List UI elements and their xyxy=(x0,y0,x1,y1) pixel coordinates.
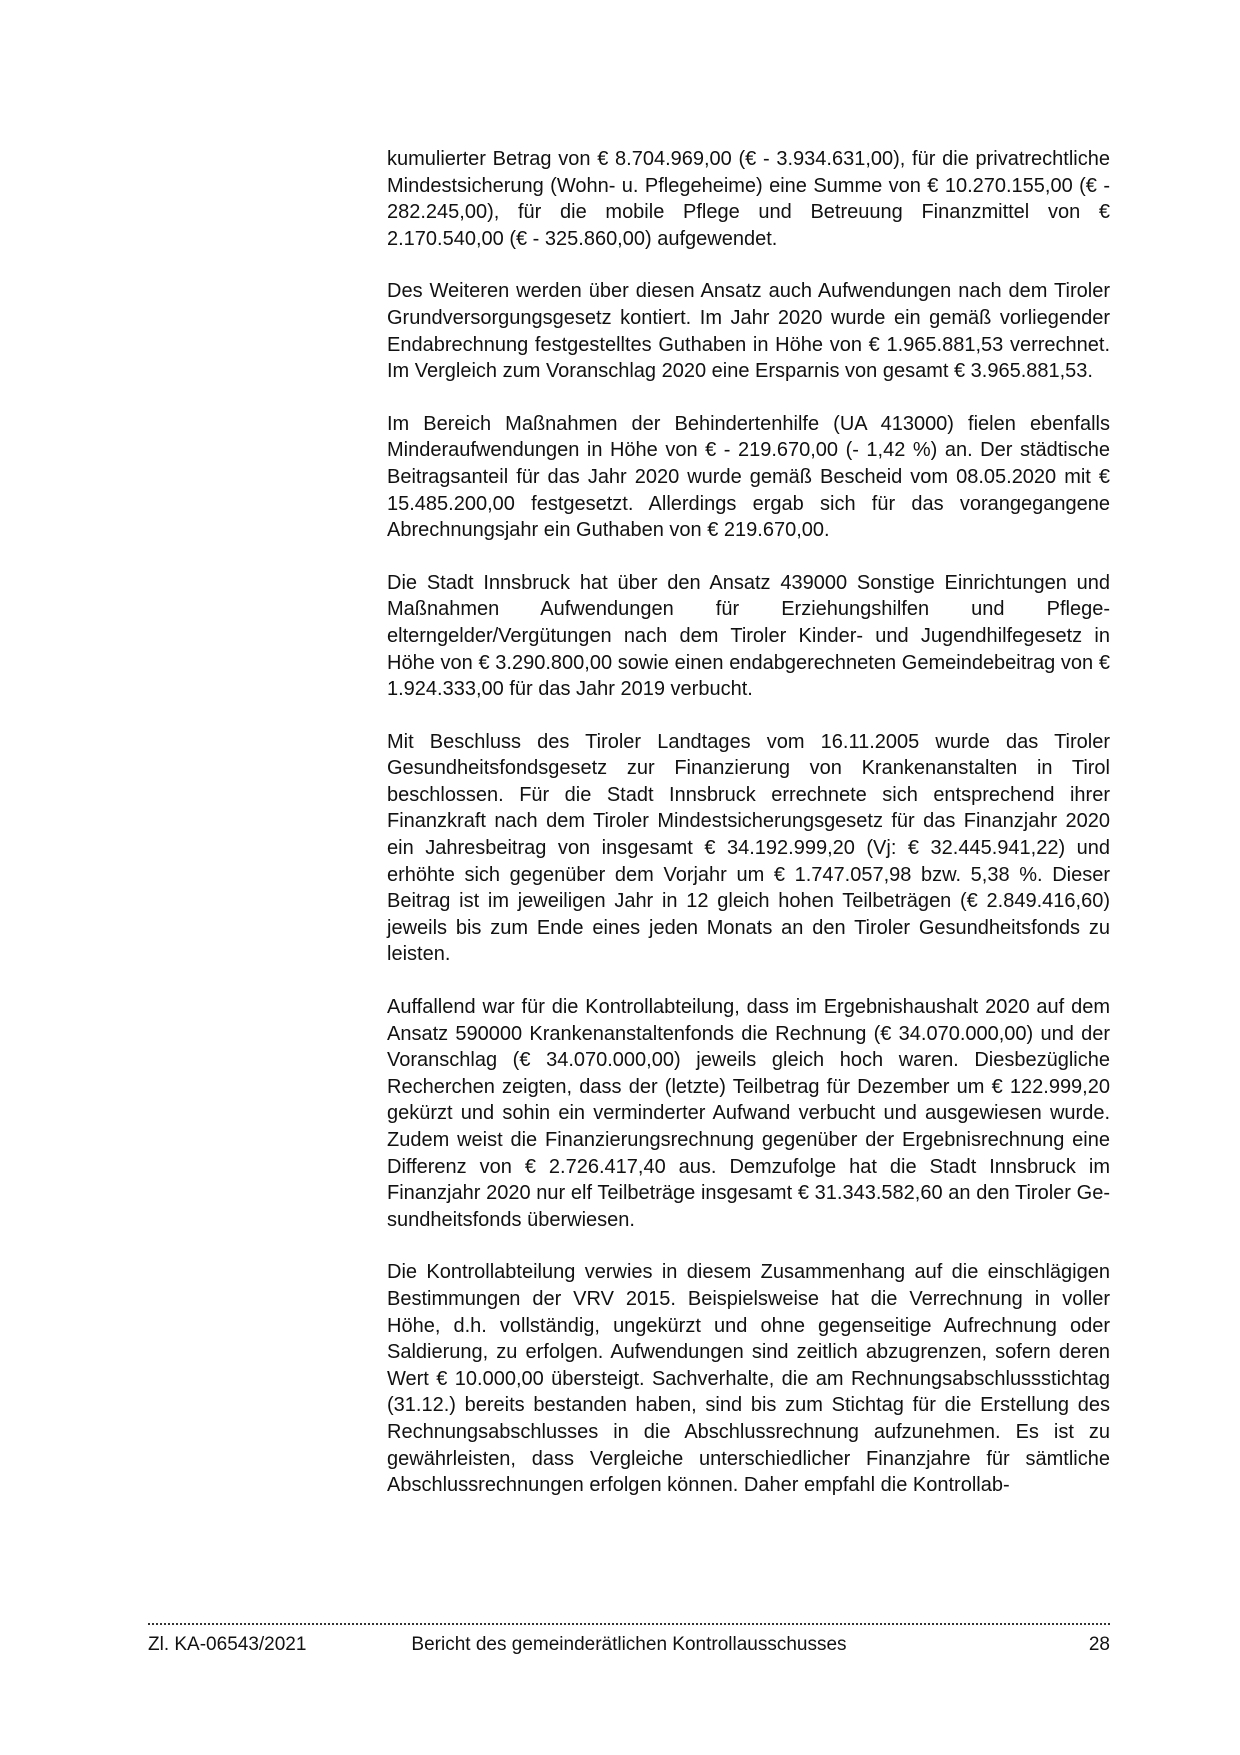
page-footer xyxy=(148,1631,1110,1659)
page-number: 28 xyxy=(1088,1634,1110,1655)
paragraph-grundversorgung: Des Weiteren werden über diesen Ansatz auch Aufwendungen nach dem Tiroler Grundversorgungsgesetz kontiert. Im Jahr 2020 wurde ein gemäß vorliegender Endabrechnung festgestelltes Guthaben in Höhe von € 1.965.881,53 verrechnet. Im Vergleich zum Voranschlag 2020 eine Ersparnis von gesamt € 3.965.881,53. xyxy=(387,280,1110,383)
footer-divider xyxy=(148,1623,1110,1625)
paragraph-sonstige-einrichtungen: Die Stadt Innsbruck hat über den Ansatz 439000 Sonstige Einrichtungen und Maßnahmen Aufwendungen für Erziehungshilfen und Pflegeelterngelder/Vergütungen nach dem Tiroler Kinder- und Jugendhilfegesetz in Höhe von € 3.290.800,00 sowie einen endabgerechneten Gemeindebeitrag von € 1.924.333,00 für das Jahr 2019 verbucht. xyxy=(387,571,1110,701)
paragraph-behindertenhilfe: Im Bereich Maßnahmen der Behindertenhilfe (UA 413000) fielen ebenfalls Minderaufwendungen in Höhe von € - 219.670,00 (- 1,42 %) an. Der städtische Beitragsanteil für das Jahr 2020 wurde gemäß Bescheid vom 08.05.2020 mit € 15.485.200,00 festgesetzt. Allerdings ergab sich für das vorangegangene Abrechnungsjahr ein Guthaben von € 219.670,00. xyxy=(387,412,1110,542)
paragraph-krankenanstaltenfonds: Auffallend war für die Kontrollabteilung, dass im Ergebnishaushalt 2020 auf dem Ansatz 590000 Krankenanstaltenfonds die Rechnung (€ 34.070.000,00) und der Voranschlag (€ 34.070.000,00) jeweils gleich hoch waren. Diesbezügliche Recherchen zeigten, dass der (letzte) Teilbetrag für Dezember um € 122.999,20 gekürzt und sohin ein verminderter Aufwand verbucht und ausgewiesen wurde. Zudem weist die Finanzierungsrechnung gegenüber der Ergebnisrechnung eine Differenz von € 2.726.417,40 aus. Demzufolge hat die Stadt Innsbruck im Finanzjahr 2020 nur elf Teilbeträge insgesamt € 31.343.582,60 an den Tiroler Gesundheitsfonds überwiesen. xyxy=(387,996,1110,1231)
footer-report-title: Bericht des gemeinderätlichen Kontrollausschusses xyxy=(411,1634,847,1655)
paragraph-gesundheitsfondsgesetz: Mit Beschluss des Tiroler Landtages vom 16.11.2005 wurde das Tiroler Gesundheitsfondsgesetz zur Finanzierung von Krankenanstalten in Tirol beschlossen. Für die Stadt Innsbruck errechnete sich entsprechend ihrer Finanzkraft nach dem Tiroler Mindestsicherungsgesetz für das Finanzjahr 2020 ein Jahresbeitrag von insgesamt € 34.192.999,20 (Vj: € 32.445.941,22) und erhöhte sich gegenüber dem Vorjahr um € 1.747.057,98 bzw. 5,38 %. Dieser Beitrag ist im jeweiligen Jahr in 12 gleich hohen Teilbeträgen (€ 2.849.416,60) jeweils bis zum Ende eines jeden Monats an den Tiroler Gesundheitsfonds zu leisten. xyxy=(387,730,1110,966)
paragraph-vrv-2015: Die Kontrollabteilung verwies in diesem Zusammenhang auf die einschlägigen Bestimmungen der VRV 2015. Beispielsweise hat die Verrechnung in voller Höhe, d.h. vollständig, ungekürzt und ohne gegenseitige Aufrechnung oder Saldierung, zu erfolgen. Aufwendungen sind zeitlich abzugrenzen, sofern deren Wert € 10.000,00 übersteigt. Sachverhalte, die am Rechnungsabschlussstichtag (31.12.) bereits bestanden haben, sind bis zum Stichtag für die Erstellung des Rechnungsabschlusses in die Abschlussrechnung aufzunehmen. Es ist zu gewährleisten, dass Vergleiche unterschiedlicher Finanzjahre für sämtliche Abschlussrechnungen erfolgen können. Daher empfahl die Kontrollab- xyxy=(387,1261,1110,1497)
footer-reference-number: Zl. KA-06543/2021 xyxy=(148,1634,307,1655)
paragraph-mindestsicherung: kumulierter Betrag von € 8.704.969,00 (€ - 3.934.631,00), für die privatrechtliche Mindestsicherung (Wohn- u. Pflegeheime) eine Summe von € 10.270.155,00 (€ - 282.245,00), für die mobile Pflege und Betreuung Finanzmittel von € 2.170.540,00 (€ - 325.860,00) aufgewendet. xyxy=(387,148,1110,250)
report-body xyxy=(387,146,1110,1499)
